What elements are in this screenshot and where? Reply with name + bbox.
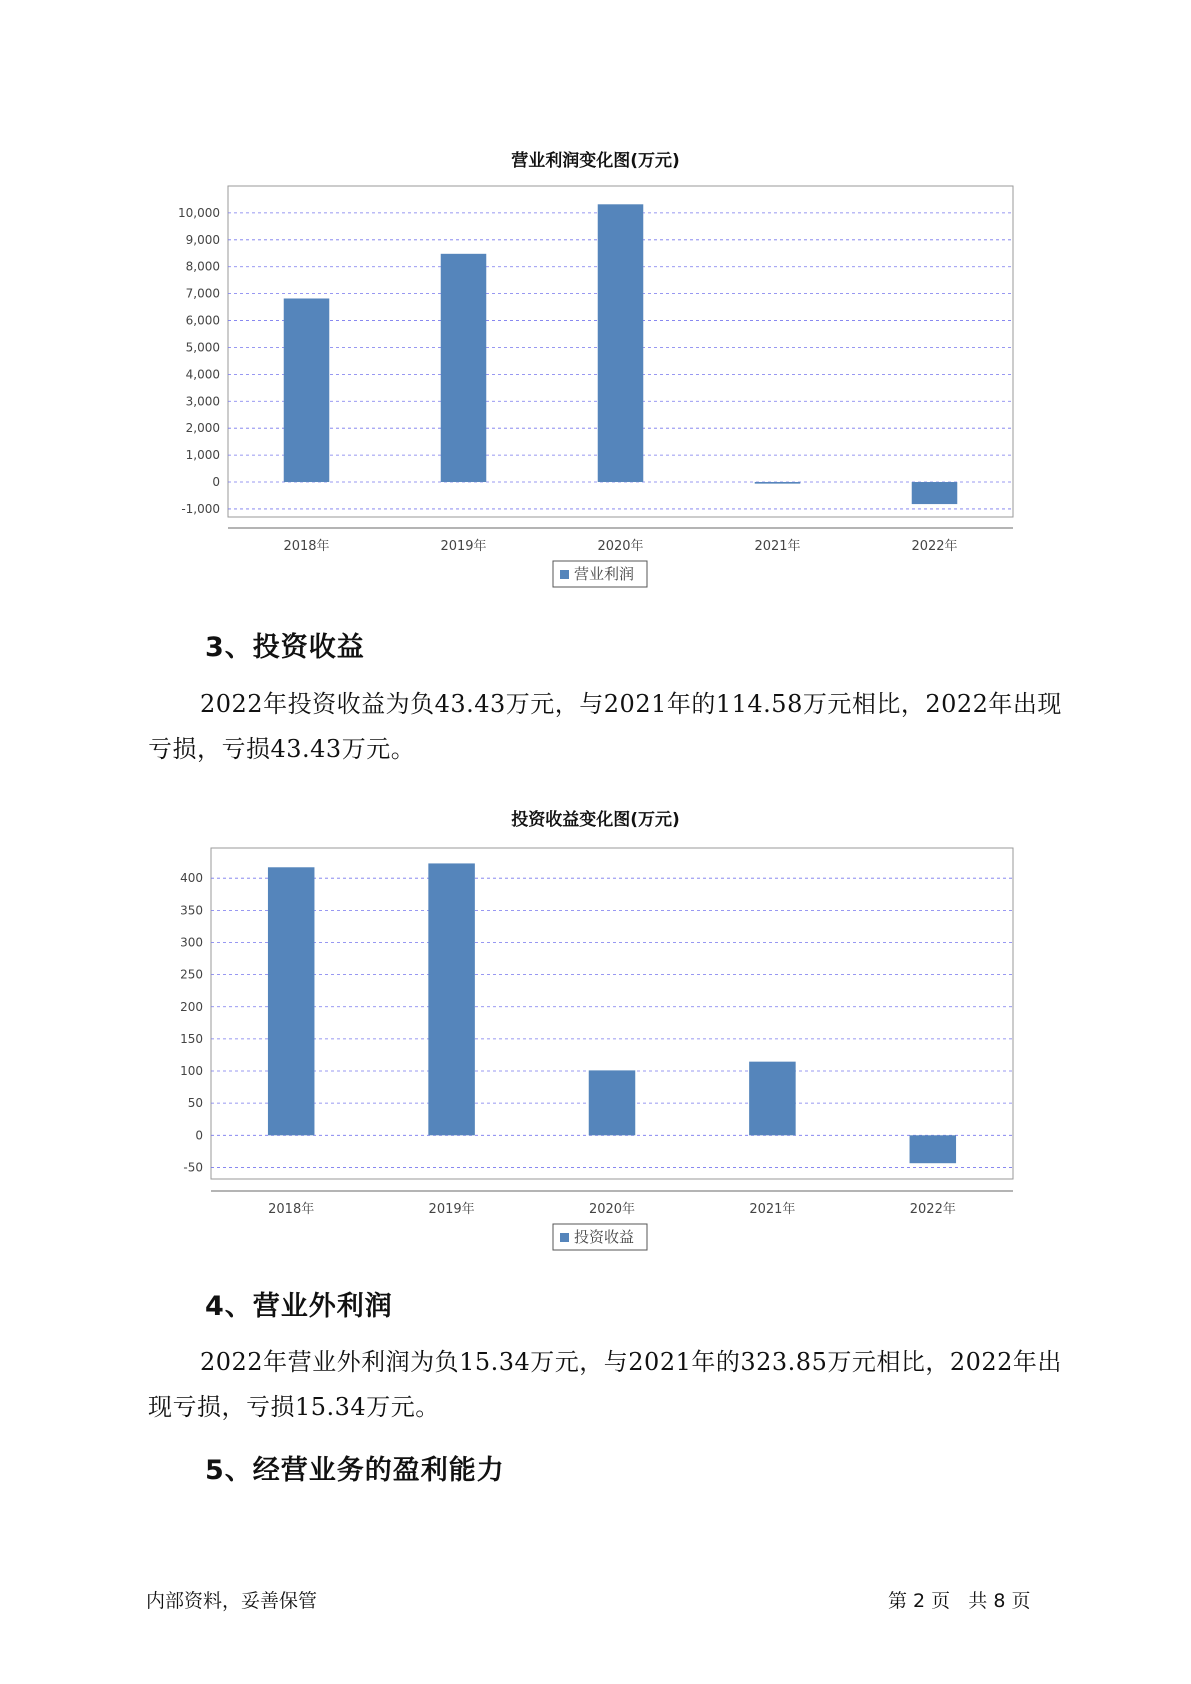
y-tick-label: -1,000 (181, 501, 220, 516)
y-tick-label: 4,000 (185, 367, 220, 382)
x-tick-label: 2022年 (909, 1202, 956, 1217)
section-heading-profitability: 5、经营业务的盈利能力 (205, 1455, 505, 1486)
x-tick-label: 2018年 (268, 1202, 315, 1217)
y-tick-label: 3,000 (185, 394, 220, 409)
y-tick-label: 400 (180, 871, 203, 886)
chart-title-investment-income: 投资收益变化图(万元) (511, 810, 680, 830)
y-tick-label: 50 (187, 1096, 203, 1111)
chart-title-operating-profit: 营业利润变化图(万元) (511, 151, 680, 171)
y-tick-label: 350 (180, 903, 203, 918)
x-tick-label: 2021年 (754, 539, 801, 554)
y-tick-label: 150 (180, 1031, 203, 1046)
y-tick-label: 250 (180, 967, 203, 982)
section-heading-investment-income: 3、投资收益 (205, 632, 365, 663)
legend-label: 营业利润 (574, 565, 635, 583)
legend-swatch (560, 1233, 569, 1242)
x-tick-label: 2019年 (440, 539, 487, 554)
y-tick-label: 0 (195, 1128, 203, 1143)
section-heading-non-operating-profit: 4、营业外利润 (205, 1291, 393, 1322)
bar (268, 867, 315, 1135)
bar (910, 1135, 957, 1163)
x-tick-label: 2021年 (749, 1202, 796, 1217)
y-tick-label: 0 (212, 475, 220, 490)
y-tick-label: 9,000 (185, 232, 220, 247)
bar (589, 1070, 636, 1135)
y-tick-label: 2,000 (185, 421, 220, 436)
bar (749, 1062, 796, 1136)
x-tick-label: 2018年 (283, 539, 330, 554)
section-text-non-operating-profit: 2022年营业外利润为负15.34万元，与2021年的323.85万元相比，2022年出现亏损，亏损15.34万元。 (148, 1348, 1062, 1421)
y-tick-label: 8,000 (185, 259, 220, 274)
y-tick-label: 200 (180, 999, 203, 1014)
y-tick-label: 1,000 (185, 448, 220, 463)
y-tick-label: -50 (183, 1160, 203, 1175)
y-tick-label: 7,000 (185, 286, 220, 301)
y-tick-label: 300 (180, 935, 203, 950)
bar (428, 863, 475, 1135)
x-tick-label: 2020年 (597, 539, 644, 554)
legend (553, 1224, 647, 1250)
x-tick-label: 2019年 (428, 1202, 475, 1217)
footer-page-number: 第 2 页 共 8 页 (888, 1590, 1031, 1612)
y-tick-label: 5,000 (185, 340, 220, 355)
y-tick-label: 100 (180, 1064, 203, 1079)
y-tick-label: 6,000 (185, 313, 220, 328)
y-tick-label: 10,000 (178, 205, 220, 220)
section-text-investment-income: 2022年投资收益为负43.43万元，与2021年的114.58万元相比，2022年出现亏损，亏损43.43万元。 (148, 690, 1062, 763)
x-tick-label: 2022年 (911, 539, 958, 554)
footer-confidential-note: 内部资料，妥善保管 (146, 1590, 318, 1612)
legend-label: 投资收益 (574, 1228, 635, 1246)
x-tick-label: 2020年 (588, 1202, 636, 1217)
